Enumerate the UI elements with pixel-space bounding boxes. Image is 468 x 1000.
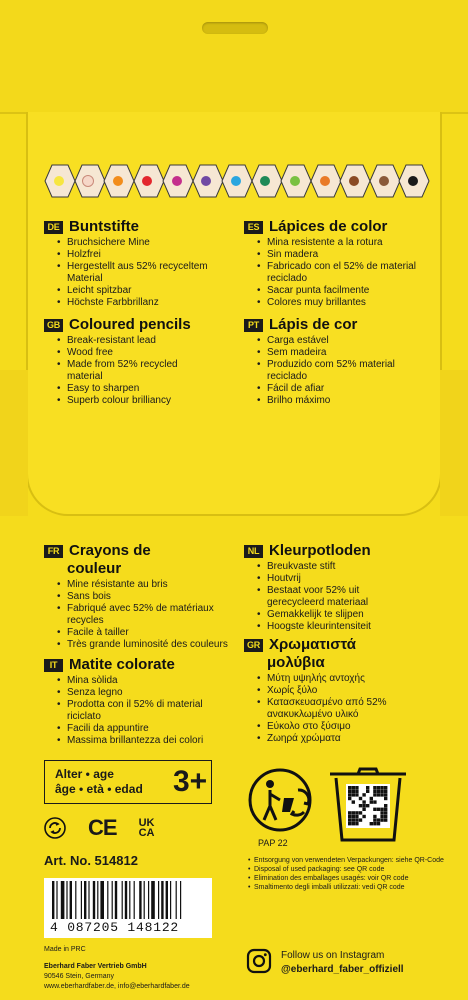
section-title-nl: Kleurpotloden: [269, 542, 371, 559]
instagram-line1: Follow us on Instagram: [281, 950, 385, 961]
instagram-promo: [244, 946, 448, 976]
list-item: • Produzido com 52% material: [244, 359, 450, 371]
pencil-lead-dot: [231, 176, 241, 186]
barcode-bar: [115, 881, 117, 919]
list-item: recycles: [67, 615, 104, 626]
barcode-bar: [112, 881, 113, 919]
list-item: • Hoogste kleurintensiteit: [244, 621, 450, 633]
list-item: • Εύκολο στο ξύσιμο: [244, 721, 450, 733]
pencil-tip: [133, 164, 163, 198]
age-label: [45, 767, 173, 797]
barcode-bar: [151, 881, 155, 919]
list-item: • Mina resistente a la rotura: [244, 237, 450, 249]
flap-side-left: [0, 370, 28, 516]
barcode-bar: [97, 881, 98, 919]
section-title-fr: Crayons de: [69, 542, 151, 559]
feature-list-de: [44, 237, 234, 309]
feature-list-nl: [244, 561, 450, 633]
ukca-mark-icon: [139, 818, 155, 838]
pencil-lead-dot: [290, 176, 300, 186]
lang-badge-es: ES: [244, 221, 263, 234]
article-number: Art. No. 514812: [44, 853, 138, 868]
feature-list-fr: [44, 579, 240, 651]
age-warning-box: [44, 760, 212, 804]
barcode-bar: [158, 881, 159, 919]
instagram-handle: @eberhard_faber_offiziell: [281, 964, 404, 975]
pencil-tip: [280, 164, 310, 198]
barcode-bar: [93, 881, 95, 919]
list-item: riciclato: [67, 711, 101, 722]
ukca-line1: UK: [138, 817, 155, 829]
list-item: • Wood free: [44, 347, 234, 359]
pencil-tip: [398, 164, 428, 198]
list-item: • Senza legno: [44, 687, 240, 699]
pencil-tips-row: [44, 164, 428, 198]
list-item: • Break-resistant lead: [44, 335, 234, 347]
list-item: • Easy to sharpen: [44, 383, 234, 395]
section-de: [44, 219, 234, 309]
disposal-note: • Disposal of used packaging: see QR code: [248, 865, 448, 874]
section-gr: [244, 637, 450, 745]
barcode-bar: [75, 881, 76, 919]
section-fr: [44, 543, 240, 651]
recycle-person-icon: [246, 768, 322, 832]
list-item: • Sans bois: [44, 591, 240, 603]
barcode-bar: [61, 881, 65, 919]
section-title-es: Lápices de color: [269, 218, 388, 235]
list-item: • Sem madeira: [244, 347, 450, 359]
section-title-gr-line2: μολύβια: [267, 654, 325, 671]
barcode-bar: [166, 881, 168, 919]
company-info: [44, 962, 190, 992]
lang-badge-gb: GB: [44, 319, 63, 332]
lang-badge-it: IT: [44, 659, 63, 672]
barcode-bar: [170, 881, 171, 919]
list-item: • Gemakkelijk te slijpen: [244, 609, 450, 621]
section-nl: [244, 543, 450, 633]
barcode-bar: [148, 881, 149, 919]
list-item: • Bestaat voor 52% uit: [244, 585, 450, 597]
list-item: • Made from 52% recycled: [44, 359, 234, 371]
list-item: • Fabriqué avec 52% de matériaux: [44, 603, 240, 615]
list-item: • Sin madera: [244, 249, 450, 261]
instagram-icon: [246, 948, 272, 974]
feature-list-pt: [244, 335, 450, 407]
company-address: 90546 Stein, Germany: [44, 973, 115, 980]
list-item: reciclado: [267, 273, 308, 284]
list-item: • Bruchsichere Mine: [44, 237, 234, 249]
made-in: Made in PRC: [44, 946, 86, 953]
barcode-bar: [144, 881, 145, 919]
list-item: • Massima brillantezza dei colori: [44, 735, 240, 747]
list-item: ανακυκλωμένο υλικό: [267, 709, 359, 720]
barcode-bar: [139, 881, 141, 919]
list-item: • Mina sòlida: [44, 675, 240, 687]
disposal-note: • Elimination des emballages usagés: voir QR code: [248, 874, 448, 883]
pencil-lead-dot: [379, 176, 389, 186]
disposal-notes: [248, 856, 448, 892]
barcode-number: 4 087205 148122: [50, 920, 180, 935]
list-item: • Sacar punta facilmente: [244, 285, 450, 297]
barcode-bar: [66, 881, 67, 919]
pap-code: PAP 22: [258, 838, 288, 848]
section-it: [44, 657, 240, 747]
list-item: gerecycleerd materiaal: [267, 597, 369, 608]
list-item: reciclado: [267, 371, 308, 382]
instagram-text: [281, 949, 404, 977]
age-label-line1: Alter • age: [55, 767, 114, 781]
feature-list-it: [44, 675, 240, 747]
section-title-it: Matite colorate: [69, 656, 175, 673]
list-item: • Facili da appuntire: [44, 723, 240, 735]
pencil-tip: [310, 164, 340, 198]
pencil-tip: [369, 164, 399, 198]
barcode-bar: [107, 881, 108, 919]
list-item: • Mine résistante au bris: [44, 579, 240, 591]
lang-badge-pt: PT: [244, 319, 263, 332]
hang-hole: [202, 22, 268, 34]
list-item: • Très grande luminosité des couleurs: [44, 639, 240, 651]
lang-badge-de: DE: [44, 221, 63, 234]
pencil-lead-dot: [320, 176, 330, 186]
list-item: • Leicht spitzbar: [44, 285, 234, 297]
list-item: • Holzfrei: [44, 249, 234, 261]
section-title-de: Buntstifte: [69, 218, 139, 235]
list-item: • Carga estável: [244, 335, 450, 347]
list-item: • Prodotta con il 52% di material: [44, 699, 240, 711]
pencil-lead-dot: [54, 176, 64, 186]
ukca-line2: CA: [138, 827, 155, 839]
pencil-tip: [44, 164, 74, 198]
list-item: • Houtvrij: [244, 573, 450, 585]
waste-bin-qr-icon: [320, 764, 416, 844]
list-item: • Superb colour brilliancy: [44, 395, 234, 407]
list-item: • Ζωηρά χρώματα: [244, 733, 450, 745]
feature-list-es: [244, 237, 450, 309]
pencil-tip: [221, 164, 251, 198]
barcode-bar: [125, 881, 127, 919]
barcode-bar: [180, 881, 181, 919]
lang-badge-nl: NL: [244, 545, 263, 558]
list-item: • Colores muy brillantes: [244, 297, 450, 309]
section-title-gr: Χρωματιστά: [269, 636, 356, 653]
disposal-note: • Entsorgung von verwendeten Verpackungen: siehe QR-Code: [248, 856, 448, 865]
section-pt: [244, 317, 450, 407]
disposal-note: • Smaltimento degli imballi utilizzati: vedi QR code: [248, 883, 448, 892]
barcode-bar: [176, 881, 177, 919]
age-label-line2: âge • età • edad: [55, 782, 143, 796]
hang-tab: [0, 0, 468, 112]
barcode-bar: [134, 881, 135, 919]
list-item: • Breukvaste stift: [244, 561, 450, 573]
section-title-pt: Lápis de cor: [269, 316, 358, 333]
pencil-tip: [74, 164, 104, 198]
list-item: • Κατασκευασμένο από 52%: [244, 697, 450, 709]
feature-list-gr: [244, 673, 450, 745]
list-item: Material: [67, 273, 103, 284]
section-title-gb: Coloured pencils: [69, 316, 191, 333]
pencil-lead-dot: [172, 176, 182, 186]
pencil-tip: [103, 164, 133, 198]
pencil-tip: [251, 164, 281, 198]
section-title-fr-line2: couleur: [67, 560, 122, 577]
list-item: • Hergestellt aus 52% recyceltem: [44, 261, 234, 273]
barcode-bar: [56, 881, 57, 919]
barcode-bar: [122, 881, 123, 919]
barcode-bar: [52, 881, 54, 919]
feature-list-gb: [44, 335, 234, 407]
pencil-tip: [192, 164, 222, 198]
green-dot-icon: [44, 817, 66, 839]
barcode-bar: [161, 881, 163, 919]
section-es: [244, 219, 450, 309]
barcode-bar: [81, 881, 82, 919]
pencil-lead-dot: [113, 176, 123, 186]
ce-mark-icon: CE: [88, 815, 117, 840]
list-item: • Facile à tailler: [44, 627, 240, 639]
barcode-bar: [88, 881, 89, 919]
age-value: 3+: [173, 765, 208, 798]
barcode: [44, 878, 212, 938]
pencil-tip: [339, 164, 369, 198]
barcode-bar: [84, 881, 86, 919]
list-item: • Höchste Farbbrillanz: [44, 297, 234, 309]
list-item: • Fácil de afiar: [244, 383, 450, 395]
list-item: • Μύτη υψηλής αντοχής: [244, 673, 450, 685]
barcode-bar: [100, 881, 104, 919]
list-item: • Fabricado con el 52% de material: [244, 261, 450, 273]
certification-marks: [44, 814, 214, 842]
list-item: • Brilho máximo: [244, 395, 450, 407]
list-item: • Χωρίς ξύλο: [244, 685, 450, 697]
section-gb: [44, 317, 234, 407]
lang-badge-gr: GR: [244, 639, 263, 652]
pencil-tip: [162, 164, 192, 198]
barcode-bar: [70, 881, 72, 919]
company-name: Eberhard Faber Vertrieb GmbH: [44, 963, 147, 970]
barcode-bars: [52, 881, 204, 923]
barcode-bar: [129, 881, 130, 919]
list-item: material: [67, 371, 103, 382]
company-web: www.eberhardfaber.de, info@eberhardfaber.de: [44, 983, 190, 990]
lang-badge-fr: FR: [44, 545, 63, 558]
